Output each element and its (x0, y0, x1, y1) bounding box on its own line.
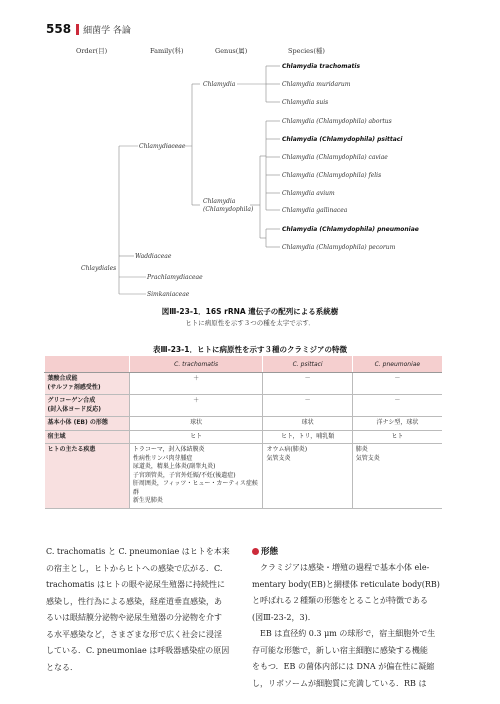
species-caviae: Chlamydia (Chlamydophila) caviae (282, 154, 388, 161)
table-row (45, 430, 443, 444)
table-caption: 表Ⅲ-23-1．ヒトに病原性を示す３種のクラミジアの特徴 (153, 345, 347, 354)
table-row (45, 373, 443, 395)
row-label-glycogen: グリコーゲン合成 (封入体ヨード反応) (45, 395, 130, 417)
table-cell: 肺炎 気管支炎 (352, 444, 442, 509)
text-line: EB は直径約 0.3 μm の球形で，宿主細胞外で生 (260, 629, 436, 638)
text-line: 感染し，性行為による感染，経産道垂直感染，あ (46, 596, 222, 606)
phylogenetic-tree (0, 0, 500, 300)
species-gallinacea: Chlamydia gallinacea (282, 207, 348, 214)
row-label-folate: 葉酸合成能 (サルファ剤感受性) (45, 373, 130, 395)
col-header-order: Order(目) (76, 47, 108, 55)
family-chlamydiaceae: Chlamydiaceae (139, 143, 186, 150)
species-suis: Chlamydia suis (282, 99, 329, 106)
table-cell: ＋ (129, 395, 263, 417)
table-cell: ヒト，トリ，哺乳類 (263, 430, 352, 444)
figure-caption: 図Ⅲ-23-1．16S rRNA 遺伝子の配列による系統樹 (161, 307, 339, 316)
table-cell: － (263, 373, 352, 395)
text-line: る水平感染など，さまざまな形で広く社会に浸淫 (46, 629, 222, 639)
genus-chlamydophila-line2: (Chlamydophila) (203, 206, 254, 213)
table-cell: 球状 (129, 417, 263, 431)
body-text-right (252, 544, 454, 692)
text-line: (図Ⅲ-23-2，3)． (252, 612, 316, 622)
table-row (45, 444, 443, 509)
genus-chlamydia: Chlamydia (203, 81, 236, 88)
table-header-psittaci: C. psittaci (263, 356, 352, 373)
species-muridarum: Chlamydia muridarum (282, 81, 351, 88)
bullet-dot-icon (252, 548, 259, 555)
row-label-host: 宿主域 (45, 430, 130, 444)
family-waddiaceae: Waddiaceae (135, 253, 172, 260)
col-header-genus: Genus(属) (215, 47, 248, 55)
table-cell: 洋ナシ型，球状 (352, 417, 442, 431)
species-abortus: Chlamydia (Chlamydophila) abortus (282, 118, 392, 125)
col-header-species: Species(種) (288, 47, 325, 55)
table-header-trachomatis: C. trachomatis (129, 356, 263, 373)
col-header-family: Family(科) (150, 47, 184, 55)
table-cell: － (352, 373, 442, 395)
table-cell: オウム病(肺炎) 気管支炎 (263, 444, 352, 509)
text-line: している．C. pneumoniae は呼吸器感染症の原因 (46, 646, 230, 655)
table-row (45, 395, 443, 417)
table-cell: ヒト (352, 430, 442, 444)
species-avium: Chlamydia avium (282, 190, 335, 197)
text-line: るいは眼結膜分泌物や泌尿生殖器の分泌物を介す (46, 613, 222, 622)
pathogen-table (44, 356, 442, 509)
table-cell: ＋ (129, 373, 263, 395)
row-label-diseases: ヒトの主たる疾患 (45, 444, 130, 509)
species-psittaci: Chlamydia (Chlamydophila) psittaci (282, 136, 403, 143)
text-line: クラミジアは感染・増殖の過程で基本小体 ele- (260, 563, 430, 572)
text-line: mentary body(EB)と網様体 reticulate body(RB) (252, 579, 440, 589)
text-line: の宿主とし，ヒトからヒトへの感染で広がる．C. (46, 563, 223, 573)
table-cell: ヒト (129, 430, 263, 444)
section-heading (252, 544, 454, 560)
species-trachomatis: Chlamydia trachomatis (282, 63, 361, 70)
table-header-row (45, 356, 443, 373)
table-cell: 球状 (263, 417, 352, 431)
species-felis: Chlamydia (Chlamydophila) felis (282, 172, 382, 179)
family-prachlamydiaceae: Prachlamydiaceae (147, 274, 203, 281)
text-line: し，リボソームが細胞質に充満している．RB は (252, 678, 427, 688)
table-header-corner (45, 356, 130, 373)
species-pecorum: Chlamydia (Chlamydophila) pecorum (282, 244, 396, 251)
order-label: Chlaydiales (81, 265, 117, 272)
family-simkaniaceae: Simkaniaceae (147, 291, 190, 298)
text-line: 存可能な形態で，新しい宿主細胞に感染する機能 (252, 645, 428, 655)
figure-subcaption: ヒトに病原性を示す３つの種を太字で示す． (185, 319, 315, 327)
page-number: 558 (46, 22, 72, 36)
species-pneumoniae: Chlamydia (Chlamydophila) pneumoniae (282, 226, 419, 233)
text-line: と呼ばれる２種類の形態をとることが特徴である (252, 596, 428, 605)
table-cell: － (352, 395, 442, 417)
table-cell: － (263, 395, 352, 417)
table-header-pneumoniae: C. pneumoniae (352, 356, 442, 373)
genus-chlamydophila-line1: Chlamydia (203, 198, 236, 205)
text-line: をもつ．EB の菌体内部には DNA が偏在性に凝縮 (252, 662, 435, 671)
row-label-eb-form: 基本小体 (EB) の形態 (45, 417, 130, 431)
table-cell: トラコーマ，封入体結膜炎 性病性リンパ肉芽腫症 尿道炎，精巣上体炎(副睾丸炎) 子宮頸管炎，子宮外妊娠/不妊(後遺症) 肝周囲炎，フィッツ・ヒュー・カーティス症候群 新生児肺炎 (129, 444, 263, 509)
table-row (45, 417, 443, 431)
text-line: C. trachomatis と C. pneumoniae はヒトを本来 (46, 547, 230, 556)
section-title: 形態 (261, 547, 279, 557)
text-line: となる． (46, 662, 78, 672)
chapter-title: 細菌学 各論 (83, 25, 131, 36)
body-text-left (46, 544, 248, 676)
text-line: trachomatis はヒトの眼や泌尿生殖器に持続性に (46, 580, 226, 589)
